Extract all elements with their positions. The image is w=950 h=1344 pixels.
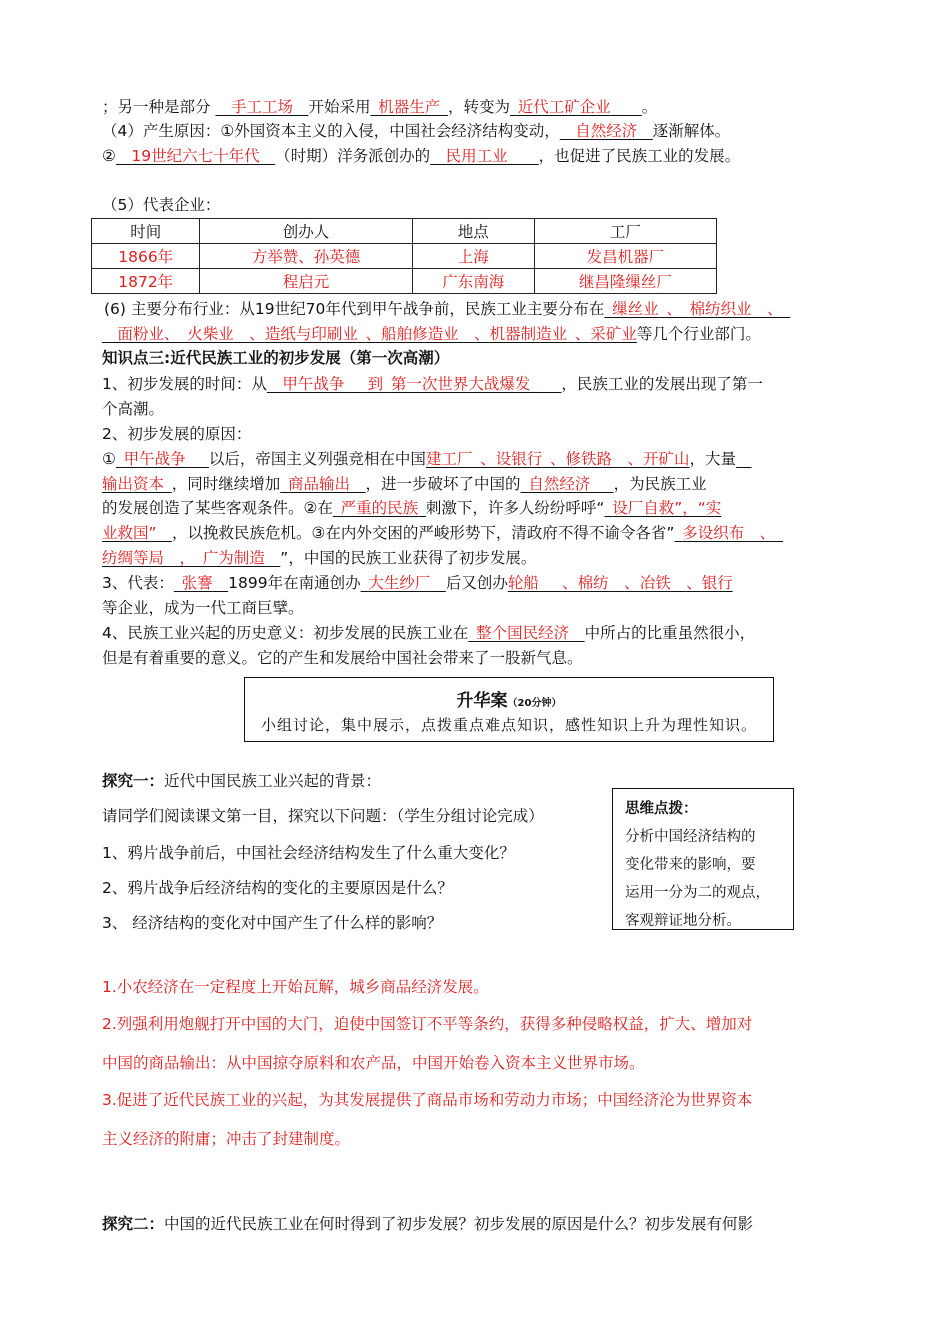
inquiry-heading xyxy=(102,770,381,792)
answer-line: 中国的商品输出：从中国掠夺原料和农产品，中国开始卷入资本主义世界市场。 xyxy=(102,1054,645,1072)
answer-blank: 手工工场 xyxy=(230,98,293,116)
text: 中国的近代民族工业在何时得到了初步发展？初步发展的原因是什么？初步发展有何影 xyxy=(164,1215,754,1233)
text: ， xyxy=(179,549,196,567)
answer-blank: 自然经济 xyxy=(575,122,638,140)
text-line: （5）代表企业： xyxy=(102,196,221,214)
table-cell: 广东南海 xyxy=(412,269,534,294)
section-heading: 知识点三:近代民族工业的初步发展（第一次高潮） xyxy=(102,349,450,367)
tip-line: 分析中国经济结构的 xyxy=(625,829,756,845)
inquiry-heading xyxy=(102,1213,753,1235)
table-cell: 发昌机器厂 xyxy=(534,244,716,269)
text-line xyxy=(102,448,752,470)
table-header: 创办人 xyxy=(200,219,412,244)
text: ，也促进了民族工业的发展。 xyxy=(538,147,741,165)
tip-title: 思维点拨： xyxy=(625,801,698,817)
text-line xyxy=(102,96,657,118)
text: 、 xyxy=(249,325,265,343)
text-line xyxy=(102,622,755,644)
text-line: 2、初步发展的原因： xyxy=(102,425,252,443)
shenghua-subtitle: 小组讨论，集中展示，点拨重点难点知识，感性知识上升为理性知识。 xyxy=(260,716,757,734)
answer-line: 3.促进了近代民族工业的兴起，为其发展提供了商品市场和劳动力市场；中国经济沦为世界资本 xyxy=(102,1091,753,1109)
text: 中所占的比重虽然很小， xyxy=(584,624,756,642)
text-line: 请同学们阅读课文第一目，探究以下问题：（学生分组讨论完成） xyxy=(102,807,544,825)
answer-blank: 19世纪六七十年代 xyxy=(131,147,260,165)
text: 4、民族工业兴起的历史意义：初步发展的民族工业在 xyxy=(102,624,469,642)
text: 、 xyxy=(562,574,578,592)
text-line xyxy=(102,323,761,345)
text: 近代中国民族工业兴起的背景： xyxy=(164,772,382,790)
text: 。 xyxy=(641,98,658,116)
table-cell: 1872年 xyxy=(92,269,200,294)
answer-blank: 商品输出 xyxy=(288,475,351,493)
table-cell: 程启元 xyxy=(200,269,412,294)
answer-blank: 业救国” xyxy=(102,524,157,542)
table-row xyxy=(92,244,717,269)
answer-blank: 棉纺 xyxy=(577,574,609,592)
text: ，转变为 xyxy=(448,98,511,116)
text: 的发展创造了某些客观条件。②在 xyxy=(102,499,333,517)
tip-line: 变化带来的影响，要 xyxy=(625,857,756,873)
text-line: 但是有着重要的意义。它的产生和发展给中国社会带来了一股新气息。 xyxy=(102,649,583,667)
text: 、 xyxy=(624,574,640,592)
answer-blank: 银行 xyxy=(701,574,733,592)
text: 开始采用 xyxy=(308,98,371,116)
answer-blank: 纺绸等局 xyxy=(102,549,165,567)
text-line xyxy=(104,298,790,320)
table-header: 地点 xyxy=(412,219,534,244)
text: ② xyxy=(102,147,116,165)
table-cell: 方举赞、孙英德 xyxy=(200,244,412,269)
answer-blank: 火柴业 xyxy=(187,325,234,343)
table-row xyxy=(92,269,717,294)
text-line xyxy=(102,522,783,544)
question: 1、鸦片战争前后，中国社会经济结构发生了什么重大变化？ xyxy=(102,844,515,862)
text: 3、代表： xyxy=(102,574,174,592)
question: 3、 经济结构的变化对中国产生了什么样的影响？ xyxy=(102,914,443,932)
answer-blank: 输出资本 xyxy=(102,475,165,493)
answer-blank: 近代工矿企业 xyxy=(517,98,611,116)
text: 1、初步发展的时间：从 xyxy=(102,375,267,393)
text: 后又创办 xyxy=(445,574,508,592)
answer-blank: 船舶修造业 xyxy=(381,325,459,343)
text: 1899年在南通创办 xyxy=(228,574,361,592)
table-header-row xyxy=(92,219,717,244)
answer-blank: 甲午战争 xyxy=(123,450,186,468)
answer-blank: 多设织布 xyxy=(682,524,745,542)
text: ，同时继续增加 xyxy=(171,475,281,493)
answer-blank: 建工厂 xyxy=(425,450,473,468)
answer-blank: 棉纺织业 xyxy=(689,300,752,318)
inquiry-label: 探究一： xyxy=(102,772,165,790)
text-line xyxy=(102,572,733,594)
text: ”，中国的民族工业获得了初步发展。 xyxy=(280,549,537,567)
text: (6) 主要分布行业：从19世纪70年代到甲午战争前，民族工业主要分布在 xyxy=(104,300,605,318)
answer-blank: 第一次世界大战爆发 xyxy=(390,375,531,393)
text: 、 xyxy=(549,450,566,468)
answer-blank: 造纸与印刷业 xyxy=(264,325,358,343)
answer-blank: 甲午战争 xyxy=(282,375,345,393)
table-cell: 上海 xyxy=(412,244,534,269)
text: 、 xyxy=(574,325,591,343)
text: 、 xyxy=(365,325,382,343)
text: 逐渐解体。 xyxy=(652,122,731,140)
text: 、 xyxy=(686,574,702,592)
answer-line: 主义经济的附庸；冲击了封建制度。 xyxy=(102,1130,351,1148)
time-note: （20分钟） xyxy=(507,698,562,709)
shenghua-box xyxy=(244,677,774,742)
answer-blank: 严重的民族 xyxy=(340,499,419,517)
answer-line: 2.列强利用炮舰打开中国的大门，迫使中国签订不平等条约，获得多种侵略权益，扩大、增加对 xyxy=(102,1015,753,1033)
shenghua-title xyxy=(245,686,773,711)
title-text: 升华案 xyxy=(456,691,508,711)
table-cell: 1866年 xyxy=(92,244,200,269)
answer-blank: 缫丝业 xyxy=(612,300,659,318)
enterprise-table xyxy=(91,218,717,294)
answer-blank: 机器制造业 xyxy=(489,325,568,343)
inquiry-label: 探究二： xyxy=(102,1215,165,1233)
text: 、 xyxy=(666,300,682,318)
table-cell: 继昌隆缫丝厂 xyxy=(534,269,716,294)
table-header: 工厂 xyxy=(534,219,716,244)
text: 、 xyxy=(627,450,644,468)
text: ① xyxy=(102,450,116,468)
text-line xyxy=(102,373,763,395)
text: 等几个行业部门。 xyxy=(636,325,761,343)
answer-blank: 民用工业 xyxy=(445,147,508,165)
text-line: 等企业，成为一代工商巨擘。 xyxy=(102,599,304,617)
text: ；另一种是部分 xyxy=(102,98,211,116)
text: 、 xyxy=(759,524,776,542)
text: 刺激下，许多人纷纷呼呼“ xyxy=(425,499,605,517)
table-header: 时间 xyxy=(92,219,200,244)
answer-blank: 设厂自救”，“实 xyxy=(612,499,722,517)
text-line xyxy=(102,547,536,569)
answer-blank: 张謇 xyxy=(181,574,213,592)
answer-blank: 轮船 xyxy=(507,574,539,592)
text-line xyxy=(102,145,740,167)
answer-blank: 大生纱厂 xyxy=(368,574,431,592)
thinking-tip-box xyxy=(612,788,794,930)
text: ，民族工业的发展出现了第一 xyxy=(561,375,763,393)
text-line xyxy=(102,473,707,495)
answer-blank: 设银行 xyxy=(495,450,543,468)
answer-line: 1.小农经济在一定程度上开始瓦解，城乡商品经济发展。 xyxy=(102,978,489,996)
question: 2、鸦片战争后经济结构的变化的主要原因是什么？ xyxy=(102,879,453,897)
text: ，进一步破坏了中国的 xyxy=(365,475,521,493)
text: 以后，帝国主义列强竞相在中国 xyxy=(208,450,426,468)
text: 、 xyxy=(767,300,783,318)
text: 到 xyxy=(367,375,384,393)
tip-line: 客观辩证地分析。 xyxy=(625,913,741,929)
answer-blank: 自然经济 xyxy=(528,475,591,493)
text: 、 xyxy=(164,325,180,343)
text: （4）产生原因：①外国资本主义的入侵，中国社会经济结构变动， xyxy=(102,122,560,140)
answer-blank: 面粉业 xyxy=(117,325,165,343)
answer-blank: 修铁路 xyxy=(565,450,613,468)
text: ，为民族工业 xyxy=(613,475,707,493)
answer-blank: 冶铁 xyxy=(639,574,671,592)
answer-blank: 机器生产 xyxy=(378,98,441,116)
answer-blank: 采矿业 xyxy=(590,325,637,343)
text: ，以挽救民族危机。③在内外交困的严峻形势下，清政府不得不谕令各省” xyxy=(172,524,675,542)
text-line xyxy=(102,120,730,142)
text-line: 个高潮。 xyxy=(102,400,165,418)
tip-line: 运用一分为二的观点， xyxy=(625,885,770,901)
answer-blank: 广为制造 xyxy=(202,549,265,567)
answer-blank: 整个国民经济 xyxy=(476,624,570,642)
answer-blank: 开矿山 xyxy=(643,450,690,468)
text: ，大量 xyxy=(689,450,737,468)
text: 、 xyxy=(474,325,490,343)
text-line xyxy=(102,497,721,519)
text: 、 xyxy=(480,450,496,468)
text: （时期）洋务派创办的 xyxy=(275,147,431,165)
